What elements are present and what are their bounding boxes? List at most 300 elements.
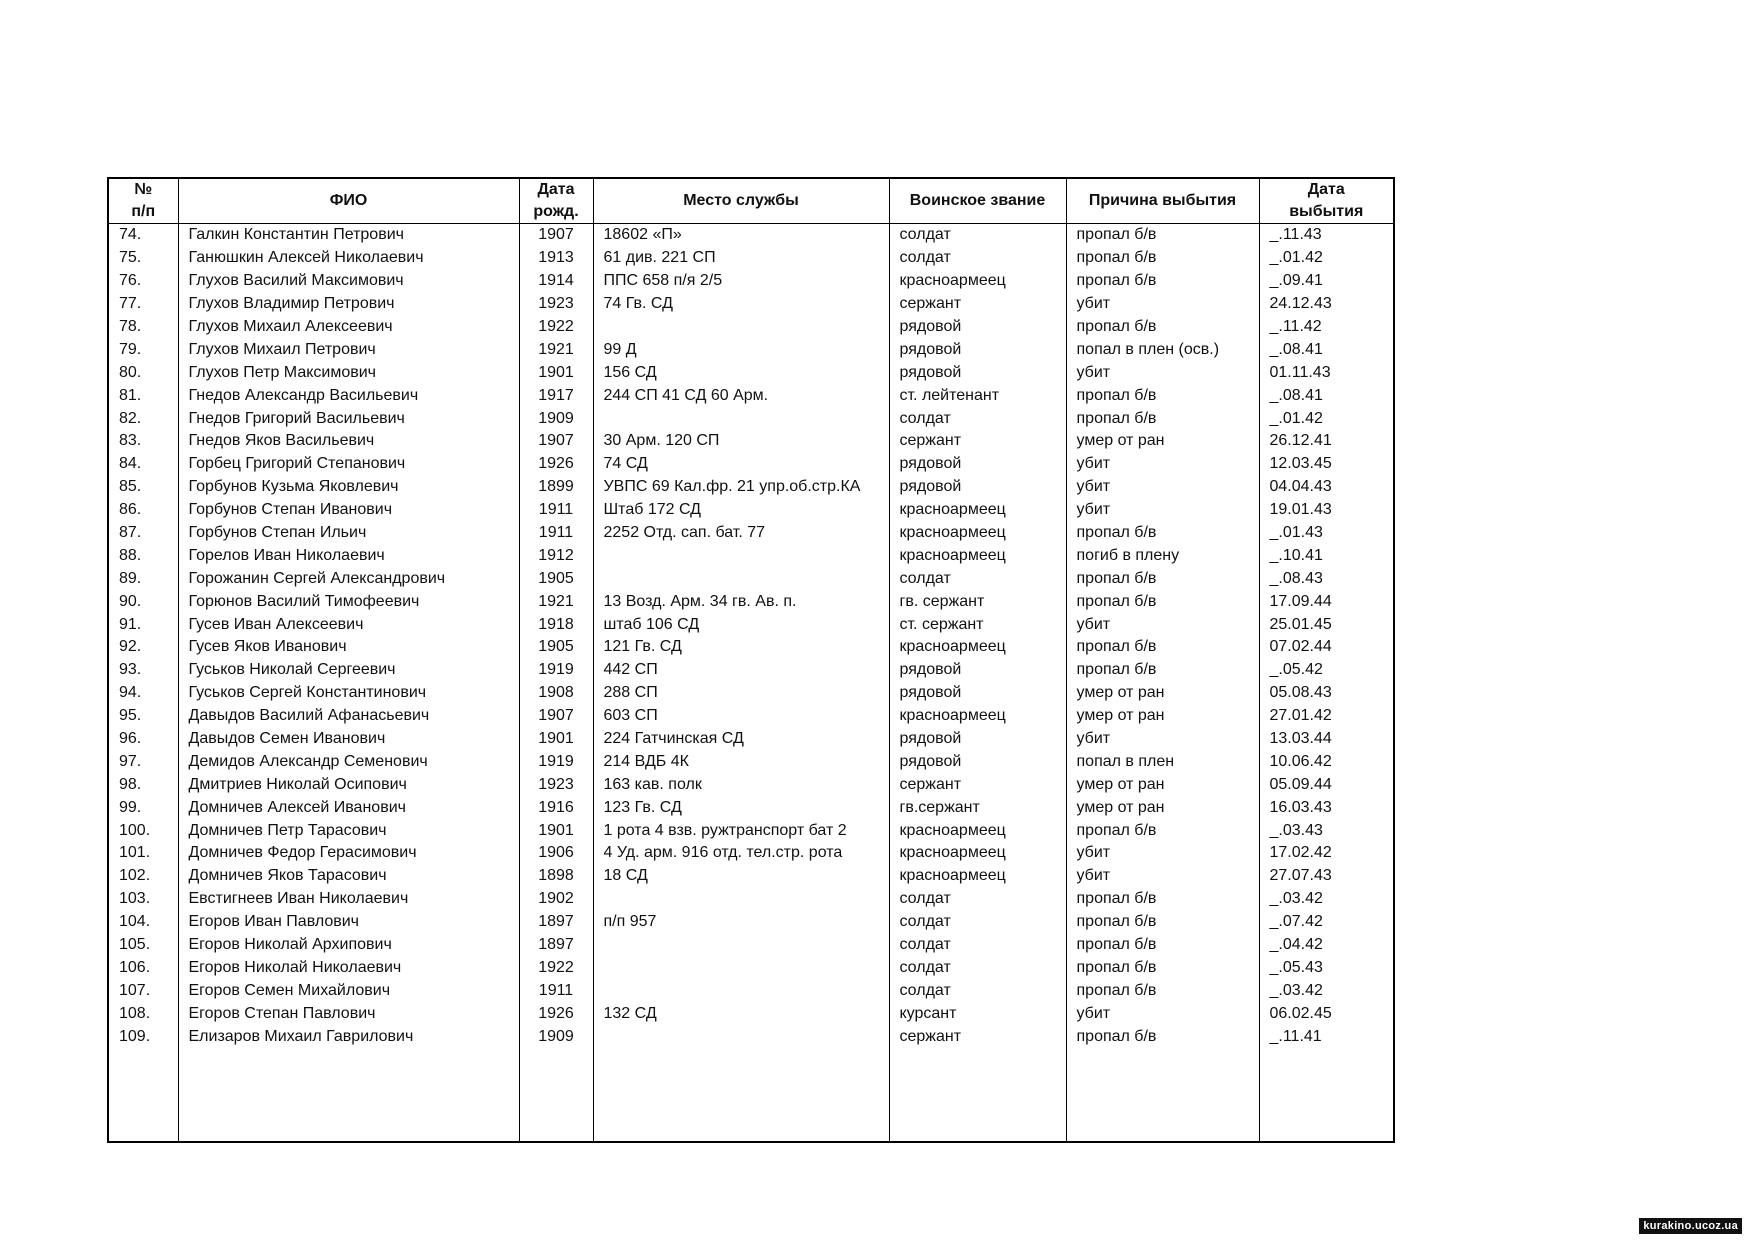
cell-birth: 1916 [519,796,593,819]
table-row [108,224,1394,247]
cell-birth: 1921 [519,590,593,613]
cell-num: 93. [108,659,178,682]
cell-reason: убит [1066,728,1259,751]
filler-cell [108,1048,178,1142]
cell-reason: убит [1066,361,1259,384]
cell-num: 99. [108,796,178,819]
table-row [108,796,1394,819]
table-row [108,453,1394,476]
cell-rank: ст. сержант [889,613,1066,636]
cell-rank: красноармеец [889,499,1066,522]
cell-reason: пропал б/в [1066,590,1259,613]
cell-birth: 1919 [519,659,593,682]
cell-birth: 1923 [519,293,593,316]
cell-birth: 1897 [519,911,593,934]
cell-unit: 132 СД [593,1002,889,1025]
cell-unit: 61 див. 221 СП [593,247,889,270]
cell-num: 77. [108,293,178,316]
table-row [108,865,1394,888]
cell-date: _.04.42 [1259,934,1394,957]
cell-unit: 4 Уд. арм. 916 отд. тел.стр. рота [593,842,889,865]
cell-date: 17.02.42 [1259,842,1394,865]
header-unit [593,178,889,224]
cell-name: Давыдов Семен Иванович [178,728,519,751]
cell-rank: сержант [889,1025,1066,1048]
cell-name: Глухов Петр Максимович [178,361,519,384]
table-row [108,773,1394,796]
cell-num: 98. [108,773,178,796]
cell-reason: пропал б/в [1066,384,1259,407]
cell-unit: 18 СД [593,865,889,888]
cell-name: Галкин Константин Петрович [178,224,519,247]
cell-date: _.03.42 [1259,979,1394,1002]
cell-num: 92. [108,636,178,659]
table-row [108,522,1394,545]
cell-name: Глухов Владимир Петрович [178,293,519,316]
cell-reason: пропал б/в [1066,636,1259,659]
header-row [108,178,1394,224]
cell-unit: УВПС 69 Кал.фр. 21 упр.об.стр.КА [593,476,889,499]
cell-reason: пропал б/в [1066,247,1259,270]
cell-reason: умер от ран [1066,796,1259,819]
cell-date: _.03.42 [1259,888,1394,911]
cell-rank: гв.сержант [889,796,1066,819]
cell-rank: курсант [889,1002,1066,1025]
cell-date: _.03.43 [1259,819,1394,842]
cell-date: 13.03.44 [1259,728,1394,751]
cell-num: 91. [108,613,178,636]
cell-date: 27.01.42 [1259,705,1394,728]
cell-rank: солдат [889,934,1066,957]
cell-num: 80. [108,361,178,384]
cell-rank: красноармеец [889,522,1066,545]
cell-unit: 18602 «П» [593,224,889,247]
table-row [108,911,1394,934]
cell-birth: 1922 [519,957,593,980]
cell-name: Егоров Степан Павлович [178,1002,519,1025]
cell-date: _.01.43 [1259,522,1394,545]
cell-date: _.05.42 [1259,659,1394,682]
cell-rank: солдат [889,911,1066,934]
cell-birth: 1926 [519,453,593,476]
cell-date: 04.04.43 [1259,476,1394,499]
cell-reason: умер от ран [1066,773,1259,796]
cell-birth: 1923 [519,773,593,796]
cell-reason: попал в плен [1066,750,1259,773]
cell-num: 94. [108,682,178,705]
cell-date: _.11.42 [1259,316,1394,339]
cell-birth: 1905 [519,636,593,659]
cell-birth: 1906 [519,842,593,865]
cell-rank: солдат [889,247,1066,270]
cell-unit: 1 рота 4 взв. ружтранспорт бат 2 [593,819,889,842]
cell-birth: 1901 [519,728,593,751]
cell-date: 05.09.44 [1259,773,1394,796]
cell-name: Домничев Яков Тарасович [178,865,519,888]
cell-birth: 1909 [519,407,593,430]
cell-num: 87. [108,522,178,545]
table-row [108,567,1394,590]
cell-rank: красноармеец [889,544,1066,567]
cell-birth: 1901 [519,361,593,384]
cell-unit: 99 Д [593,338,889,361]
cell-date: _.10.41 [1259,544,1394,567]
cell-reason: пропал б/в [1066,979,1259,1002]
cell-num: 88. [108,544,178,567]
cell-name: Егоров Николай Николаевич [178,957,519,980]
cell-reason: пропал б/в [1066,659,1259,682]
cell-unit [593,888,889,911]
cell-name: Домничев Федор Герасимович [178,842,519,865]
cell-unit [593,934,889,957]
cell-name: Гнедов Александр Васильевич [178,384,519,407]
cell-unit: штаб 106 СД [593,613,889,636]
cell-birth: 1913 [519,247,593,270]
cell-date: 12.03.45 [1259,453,1394,476]
cell-unit: 74 СД [593,453,889,476]
filler-cell [593,1048,889,1142]
cell-reason: убит [1066,293,1259,316]
cell-name: Ганюшкин Алексей Николаевич [178,247,519,270]
header-name [178,178,519,224]
cell-reason: пропал б/в [1066,934,1259,957]
cell-rank: красноармеец [889,270,1066,293]
table-row [108,316,1394,339]
cell-reason: пропал б/в [1066,1025,1259,1048]
cell-rank: солдат [889,957,1066,980]
cell-birth: 1914 [519,270,593,293]
cell-date: _.01.42 [1259,247,1394,270]
cell-date: 10.06.42 [1259,750,1394,773]
cell-birth: 1908 [519,682,593,705]
cell-num: 108. [108,1002,178,1025]
table-row [108,636,1394,659]
cell-unit: 123 Гв. СД [593,796,889,819]
cell-num: 74. [108,224,178,247]
cell-date: _.11.43 [1259,224,1394,247]
cell-birth: 1902 [519,888,593,911]
filler-cell [178,1048,519,1142]
cell-reason: пропал б/в [1066,316,1259,339]
cell-unit: ППС 658 п/я 2/5 [593,270,889,293]
cell-name: Елизаров Михаил Гаврилович [178,1025,519,1048]
cell-birth: 1907 [519,705,593,728]
cell-unit: 156 СД [593,361,889,384]
table-row [108,590,1394,613]
cell-reason: убит [1066,613,1259,636]
cell-rank: сержант [889,430,1066,453]
cell-birth: 1922 [519,316,593,339]
table-row [108,934,1394,957]
header-num [108,178,178,224]
cell-date: 24.12.43 [1259,293,1394,316]
cell-rank: рядовой [889,361,1066,384]
roster-body [108,224,1394,1143]
cell-rank: солдат [889,888,1066,911]
table-row [108,270,1394,293]
cell-num: 100. [108,819,178,842]
cell-rank: солдат [889,979,1066,1002]
table-row [108,659,1394,682]
cell-unit [593,1025,889,1048]
cell-rank: сержант [889,773,1066,796]
cell-rank: красноармеец [889,636,1066,659]
roster-table [107,177,1395,1143]
cell-unit: 13 Возд. Арм. 34 гв. Ав. п. [593,590,889,613]
cell-date: _.08.41 [1259,338,1394,361]
cell-num: 107. [108,979,178,1002]
cell-reason: попал в плен (осв.) [1066,338,1259,361]
cell-birth: 1909 [519,1025,593,1048]
cell-date: _.08.43 [1259,567,1394,590]
cell-rank: рядовой [889,453,1066,476]
cell-name: Гусев Яков Иванович [178,636,519,659]
cell-birth: 1919 [519,750,593,773]
cell-birth: 1898 [519,865,593,888]
cell-name: Горелов Иван Николаевич [178,544,519,567]
table-row [108,1002,1394,1025]
cell-unit: 30 Арм. 120 СП [593,430,889,453]
cell-name: Глухов Василий Максимович [178,270,519,293]
cell-rank: ст. лейтенант [889,384,1066,407]
cell-num: 109. [108,1025,178,1048]
cell-name: Гнедов Григорий Васильевич [178,407,519,430]
table-row [108,842,1394,865]
cell-date: 19.01.43 [1259,499,1394,522]
header-date [1259,178,1394,224]
cell-reason: умер от ран [1066,705,1259,728]
cell-rank: солдат [889,224,1066,247]
table-row [108,384,1394,407]
table-row [108,361,1394,384]
cell-reason: убит [1066,476,1259,499]
cell-num: 79. [108,338,178,361]
cell-name: Гуськов Николай Сергеевич [178,659,519,682]
cell-name: Егоров Николай Архипович [178,934,519,957]
cell-num: 86. [108,499,178,522]
cell-rank: красноармеец [889,865,1066,888]
cell-unit: 603 СП [593,705,889,728]
cell-name: Гуськов Сергей Константинович [178,682,519,705]
cell-date: 06.02.45 [1259,1002,1394,1025]
cell-num: 78. [108,316,178,339]
table-row [108,430,1394,453]
cell-name: Горбунов Степан Иванович [178,499,519,522]
cell-birth: 1905 [519,567,593,590]
cell-name: Горбец Григорий Степанович [178,453,519,476]
cell-birth: 1911 [519,499,593,522]
cell-date: _.07.42 [1259,911,1394,934]
cell-unit [593,957,889,980]
cell-name: Егоров Иван Павлович [178,911,519,934]
cell-reason: умер от ран [1066,682,1259,705]
cell-rank: красноармеец [889,705,1066,728]
cell-unit: 121 Гв. СД [593,636,889,659]
filler-cell [1259,1048,1394,1142]
table-row [108,544,1394,567]
cell-date: 17.09.44 [1259,590,1394,613]
cell-unit [593,316,889,339]
cell-num: 85. [108,476,178,499]
cell-birth: 1921 [519,338,593,361]
cell-unit [593,979,889,1002]
cell-reason: убит [1066,453,1259,476]
cell-rank: рядовой [889,476,1066,499]
cell-rank: солдат [889,567,1066,590]
cell-birth: 1912 [519,544,593,567]
cell-rank: солдат [889,407,1066,430]
cell-rank: рядовой [889,750,1066,773]
table-row [108,888,1394,911]
cell-date: 01.11.43 [1259,361,1394,384]
cell-name: Глухов Михаил Петрович [178,338,519,361]
cell-rank: сержант [889,293,1066,316]
cell-name: Гнедов Яков Васильевич [178,430,519,453]
cell-name: Гусев Иван Алексеевич [178,613,519,636]
cell-date: 16.03.43 [1259,796,1394,819]
cell-birth: 1917 [519,384,593,407]
cell-reason: пропал б/в [1066,911,1259,934]
table-row [108,705,1394,728]
cell-unit [593,567,889,590]
cell-num: 90. [108,590,178,613]
cell-reason: пропал б/в [1066,224,1259,247]
cell-unit [593,544,889,567]
table-row [108,682,1394,705]
cell-rank: рядовой [889,316,1066,339]
table-row [108,750,1394,773]
cell-reason: пропал б/в [1066,567,1259,590]
cell-birth: 1901 [519,819,593,842]
cell-num: 76. [108,270,178,293]
cell-reason: пропал б/в [1066,522,1259,545]
table-row [108,293,1394,316]
cell-unit: 214 ВДБ 4К [593,750,889,773]
table-row [108,819,1394,842]
header-name-text: ФИО [329,192,368,209]
cell-date: _.08.41 [1259,384,1394,407]
header-rank-text: Воинское звание [909,192,1046,209]
cell-rank: рядовой [889,728,1066,751]
cell-num: 75. [108,247,178,270]
cell-reason: пропал б/в [1066,407,1259,430]
cell-name: Егоров Семен Михайлович [178,979,519,1002]
cell-date: _.05.43 [1259,957,1394,980]
cell-date: 07.02.44 [1259,636,1394,659]
table-row [108,407,1394,430]
cell-name: Дмитриев Николай Осипович [178,773,519,796]
filler-row [108,1048,1394,1142]
cell-date: 25.01.45 [1259,613,1394,636]
table-row [108,499,1394,522]
cell-unit: п/п 957 [593,911,889,934]
cell-name: Горбунов Кузьма Яковлевич [178,476,519,499]
cell-reason: пропал б/в [1066,270,1259,293]
cell-name: Домничев Алексей Иванович [178,796,519,819]
roster-sheet [107,177,1393,1143]
cell-num: 82. [108,407,178,430]
filler-cell [519,1048,593,1142]
cell-name: Горожанин Сергей Александрович [178,567,519,590]
header-reason-text: Причина выбытия [1088,192,1237,209]
cell-name: Глухов Михаил Алексеевич [178,316,519,339]
cell-reason: убит [1066,1002,1259,1025]
cell-num: 102. [108,865,178,888]
watermark: kurakino.ucoz.ua [1639,1218,1742,1234]
cell-unit: 288 СП [593,682,889,705]
cell-unit: 244 СП 41 СД 60 Арм. [593,384,889,407]
cell-num: 97. [108,750,178,773]
cell-date: 27.07.43 [1259,865,1394,888]
cell-date: _.09.41 [1259,270,1394,293]
cell-name: Демидов Александр Семенович [178,750,519,773]
header-birth [519,178,593,224]
header-rank [889,178,1066,224]
cell-date: _.11.41 [1259,1025,1394,1048]
cell-num: 104. [108,911,178,934]
header-date-text: Дата выбытия [1289,181,1364,220]
cell-unit: 163 кав. полк [593,773,889,796]
cell-reason: умер от ран [1066,430,1259,453]
cell-reason: пропал б/в [1066,957,1259,980]
cell-name: Евстигнеев Иван Николаевич [178,888,519,911]
cell-reason: пропал б/в [1066,819,1259,842]
cell-name: Домничев Петр Тарасович [178,819,519,842]
cell-rank: красноармеец [889,842,1066,865]
table-row [108,728,1394,751]
table-row [108,957,1394,980]
filler-cell [889,1048,1066,1142]
table-row [108,1025,1394,1048]
cell-birth: 1907 [519,430,593,453]
cell-birth: 1899 [519,476,593,499]
cell-unit: 2252 Отд. сап. бат. 77 [593,522,889,545]
cell-num: 96. [108,728,178,751]
cell-unit: Штаб 172 СД [593,499,889,522]
table-row [108,476,1394,499]
cell-date: 26.12.41 [1259,430,1394,453]
header-unit-text: Место службы [683,192,799,209]
header-num-text: № п/п [131,181,156,220]
table-row [108,613,1394,636]
cell-reason: пропал б/в [1066,888,1259,911]
cell-num: 89. [108,567,178,590]
cell-reason: убит [1066,842,1259,865]
cell-num: 103. [108,888,178,911]
cell-unit: 224 Гатчинская СД [593,728,889,751]
cell-unit [593,407,889,430]
cell-reason: убит [1066,499,1259,522]
cell-reason: убит [1066,865,1259,888]
cell-num: 84. [108,453,178,476]
cell-birth: 1897 [519,934,593,957]
cell-name: Давыдов Василий Афанасьевич [178,705,519,728]
cell-name: Горбунов Степан Ильич [178,522,519,545]
cell-num: 105. [108,934,178,957]
header-birth-text: Дата рожд. [533,181,579,220]
cell-rank: рядовой [889,659,1066,682]
cell-rank: рядовой [889,682,1066,705]
cell-birth: 1918 [519,613,593,636]
cell-num: 106. [108,957,178,980]
cell-date: _.01.42 [1259,407,1394,430]
cell-rank: рядовой [889,338,1066,361]
cell-num: 83. [108,430,178,453]
cell-name: Горюнов Василий Тимофеевич [178,590,519,613]
table-row [108,247,1394,270]
cell-birth: 1926 [519,1002,593,1025]
table-row [108,338,1394,361]
